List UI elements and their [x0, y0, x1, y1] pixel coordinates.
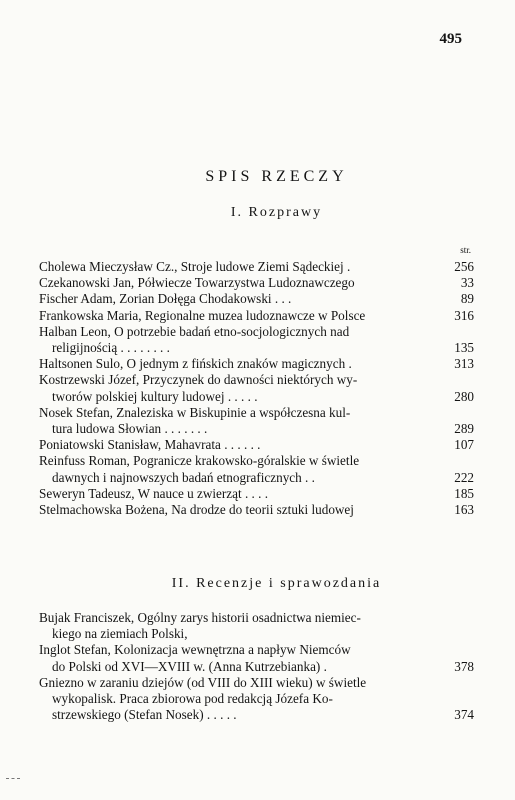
- toc-entry-line: Inglot Stefan, Kolonizacja wewnętrzna a napływ Niemców: [39, 642, 351, 658]
- toc-entry-page: 222: [454, 469, 474, 485]
- toc-entry-continuation: wykopalisk. Praca zbiorowa pod redakcją Józefa Ko-: [52, 691, 333, 707]
- toc-entry: [39, 453, 474, 485]
- toc-entry: [39, 372, 474, 404]
- toc-entry-continuation: kiego na ziemiach Polski,: [52, 626, 188, 642]
- section-heading-rozprawy: I. Rozprawy: [230, 205, 323, 220]
- toc-entry: [39, 259, 474, 275]
- page-number: 495: [439, 31, 462, 47]
- toc-entry-line: Kostrzewski Józef, Przyczynek do dawności niektórych wy-: [39, 372, 358, 388]
- toc-entry-page: 33: [460, 275, 474, 291]
- toc-entry: [39, 308, 474, 324]
- toc-entry-page: 135: [454, 340, 474, 356]
- toc-entry: [39, 275, 474, 291]
- toc-entry-line: Haltsonen Sulo, O jednym z fińskich znaków magicznych .: [39, 356, 352, 372]
- toc-entry-page: 107: [454, 437, 474, 453]
- toc-entry-line: Czekanowski Jan, Półwiecze Towarzystwa Ludoznawczego: [39, 275, 355, 291]
- toc-entry-line: Frankowska Maria, Regionalne muzea ludoznawcze w Polsce: [39, 307, 366, 323]
- toc-entry-page: 89: [460, 291, 474, 307]
- toc-entry-line: Poniatowski Stanisław, Mahavrata . . . . . .: [39, 437, 261, 453]
- toc-entry-page: 280: [454, 388, 474, 404]
- toc-entry-line: Cholewa Mieczysław Cz., Stroje ludowe Ziemi Sądeckiej .: [39, 259, 351, 274]
- toc-entry-line: Seweryn Tadeusz, W nauce u zwierząt . . . .: [39, 485, 269, 501]
- toc-entry: [39, 486, 474, 502]
- toc-entry: [39, 324, 474, 356]
- section-heading-recenzje: II. Recenzje i sprawozdania: [171, 576, 382, 591]
- page-column-label: str.: [460, 245, 471, 255]
- toc-entry-page: 163: [454, 502, 474, 518]
- toc-entry-continuation: strzewskiego (Stefan Nosek) . . . . .: [52, 707, 237, 723]
- toc-entry-line: Gniezno w zaraniu dziejów (od VIII do XIII wieku) w świetle: [39, 674, 367, 690]
- toc-entry: [39, 437, 474, 453]
- toc-entry-page: 185: [454, 485, 474, 501]
- scan-mark: [6, 778, 20, 780]
- toc-entry-continuation: religijnością . . . . . . . .: [52, 340, 170, 356]
- toc-entry: [39, 356, 474, 372]
- toc-entry-page: 313: [454, 356, 474, 372]
- toc-entry: [39, 502, 474, 518]
- toc-entry-line: Halban Leon, O potrzebie badań etno-socjologicznych nad: [39, 323, 350, 339]
- toc-list-recenzje: [39, 610, 474, 723]
- toc-entry: [39, 610, 474, 642]
- toc-entry-continuation: tura ludowa Słowian . . . . . . .: [52, 421, 208, 437]
- toc-entry-continuation: tworów polskiej kultury ludowej . . . . .: [52, 388, 258, 404]
- toc-entry-line: Nosek Stefan, Znaleziska w Biskupinie a współczesna kul-: [39, 404, 351, 420]
- toc-entry: [39, 642, 474, 674]
- toc-entry-page: 378: [454, 658, 474, 674]
- toc-entry: [39, 405, 474, 437]
- toc-entry-page: 289: [454, 421, 474, 437]
- page-title: SPIS RZECZY: [205, 168, 348, 185]
- toc-list-rozprawy: [39, 259, 474, 518]
- toc-entry-page: 316: [454, 307, 474, 323]
- toc-entry-line: Fischer Adam, Zorian Dołęga Chodakowski . . .: [39, 291, 292, 307]
- toc-entry-continuation: dawnych i najnowszych badań etnograficznych . .: [52, 469, 315, 485]
- toc-entry-line: Bujak Franciszek, Ogólny zarys historii osadnictwa niemiec-: [39, 610, 361, 625]
- toc-entry-continuation: do Polski od XVI—XVIII w. (Anna Kutrzebianka) .: [52, 658, 327, 674]
- toc-entry-line: Reinfuss Roman, Pogranicze krakowsko-góralskie w świetle: [39, 453, 360, 469]
- toc-entry-line: Stelmachowska Bożena, Na drodze do teorii sztuki ludowej: [39, 502, 354, 518]
- toc-entry-page: 256: [454, 259, 474, 274]
- toc-entry-page: 374: [454, 707, 474, 723]
- toc-entry: [39, 675, 474, 724]
- toc-entry: [39, 291, 474, 307]
